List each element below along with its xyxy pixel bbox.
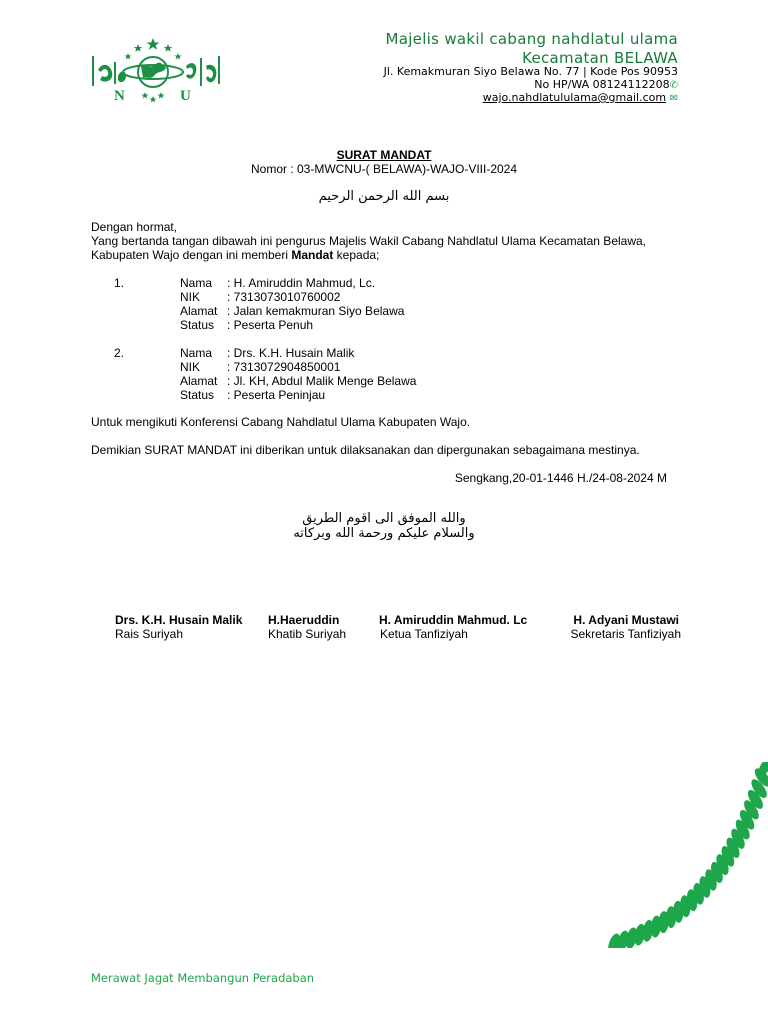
person-1-nik (180, 290, 340, 304)
signatory-3 (379, 613, 527, 641)
header-org-line2: Kecamatan BELAWA (522, 49, 678, 67)
signatory-2 (268, 613, 346, 641)
signatory-role: Sekretaris Tanfiziyah (570, 627, 681, 641)
person-2-alamat (180, 374, 416, 388)
logo-letter-u: U (180, 88, 191, 104)
person-2-number: 2. (114, 346, 125, 360)
value-nik: : 7313072904850001 (227, 360, 341, 374)
letter-number: Nomor : 03-MWCNU-( BELAWA)-WAJO-VIII-2024 (250, 162, 518, 176)
person-1-status (180, 318, 313, 332)
label-nik: NIK (180, 360, 201, 374)
rope-decoration (606, 762, 768, 948)
basmalah: بسم الله الرحمن الرحيم (318, 189, 450, 204)
intro-line-2-post: kepada; (333, 248, 380, 262)
signatory-role: Rais Suriyah (115, 627, 184, 641)
header-phone-line (534, 78, 678, 91)
signatory-name: H. Amiruddin Mahmud. Lc (379, 613, 528, 627)
nu-logo (88, 36, 224, 106)
header-phone: No HP/WA 08124112208 (534, 78, 670, 91)
signatory-name: H.Haeruddin (268, 613, 340, 627)
person-1-nama (180, 276, 375, 290)
label-alamat: Alamat (180, 374, 218, 388)
label-nama: Nama (180, 276, 213, 290)
header-org-line1: Majelis wakil cabang nahdlatul ulama (385, 30, 678, 48)
person-1-alamat (180, 304, 404, 318)
signatory-role: Ketua Tanfiziyah (380, 627, 468, 641)
signatory-4 (571, 613, 682, 641)
intro-line-1: Yang bertanda tangan dibawah ini pengurus Majelis Wakil Cabang Nahdlatul Ulama Kecamatan Belawa, (91, 234, 646, 248)
person-2-nik (180, 360, 340, 374)
header-email[interactable]: wajo.nahdlatululama@gmail.com (482, 91, 667, 104)
closing-text: Demikian SURAT MANDAT ini diberikan untuk dilaksanakan dan dipergunakan sebagaimana mestinya. (91, 443, 640, 457)
logo-letter-n: N (114, 88, 125, 104)
person-1-number: 1. (114, 276, 125, 290)
place-date: Sengkang,20-01-1446 H./24-08-2024 M (454, 471, 667, 485)
footer-tagline: Merawat Jagat Membangun Peradaban (91, 971, 315, 985)
purpose-text: Untuk mengikuti Konferensi Cabang Nahdlatul Ulama Kabupaten Wajo. (91, 415, 471, 429)
greeting: Dengan hormat, (91, 220, 178, 234)
phone-icon: ✆ (669, 80, 678, 91)
person-2-nama (180, 346, 354, 360)
value-alamat: : Jl. KH, Abdul Malik Menge Belawa (227, 374, 417, 388)
intro-line-2-pre: Kabupaten Wajo dengan ini memberi (91, 248, 292, 262)
signatory-name: H. Adyani Mustawi (573, 613, 679, 627)
value-alamat: : Jalan kemakmuran Siyo Belawa (227, 304, 405, 318)
signatory-name: Drs. K.H. Husain Malik (115, 613, 243, 627)
value-nama: : Drs. K.H. Husain Malik (227, 346, 355, 360)
letter-title: SURAT MANDAT (336, 148, 432, 162)
intro-line-2 (91, 248, 379, 262)
label-nama: Nama (180, 346, 213, 360)
value-status: : Peserta Penuh (227, 318, 314, 332)
value-nama: : H. Amiruddin Mahmud, Lc. (227, 276, 376, 290)
value-nik: : 7313073010760002 (227, 290, 341, 304)
arabic-closing-1: والله الموفق الى اقوم الطريق (302, 511, 466, 526)
arabic-closing-2: والسلام عليكم ورحمة الله وبركاته (293, 526, 475, 541)
mail-icon: ✉ (669, 93, 678, 104)
label-alamat: Alamat (180, 304, 218, 318)
intro-mandat-word: Mandat (291, 248, 334, 262)
signatory-role: Khatib Suriyah (268, 627, 347, 641)
label-status: Status (180, 318, 215, 332)
value-status: : Peserta Peninjau (227, 388, 326, 402)
header-address: Jl. Kemakmuran Siyo Belawa No. 77 | Kode Pos 90953 (383, 65, 678, 78)
person-2-status (180, 388, 325, 402)
signatory-1 (115, 613, 242, 641)
label-status: Status (180, 388, 215, 402)
label-nik: NIK (180, 290, 201, 304)
header-email-line (483, 91, 678, 104)
